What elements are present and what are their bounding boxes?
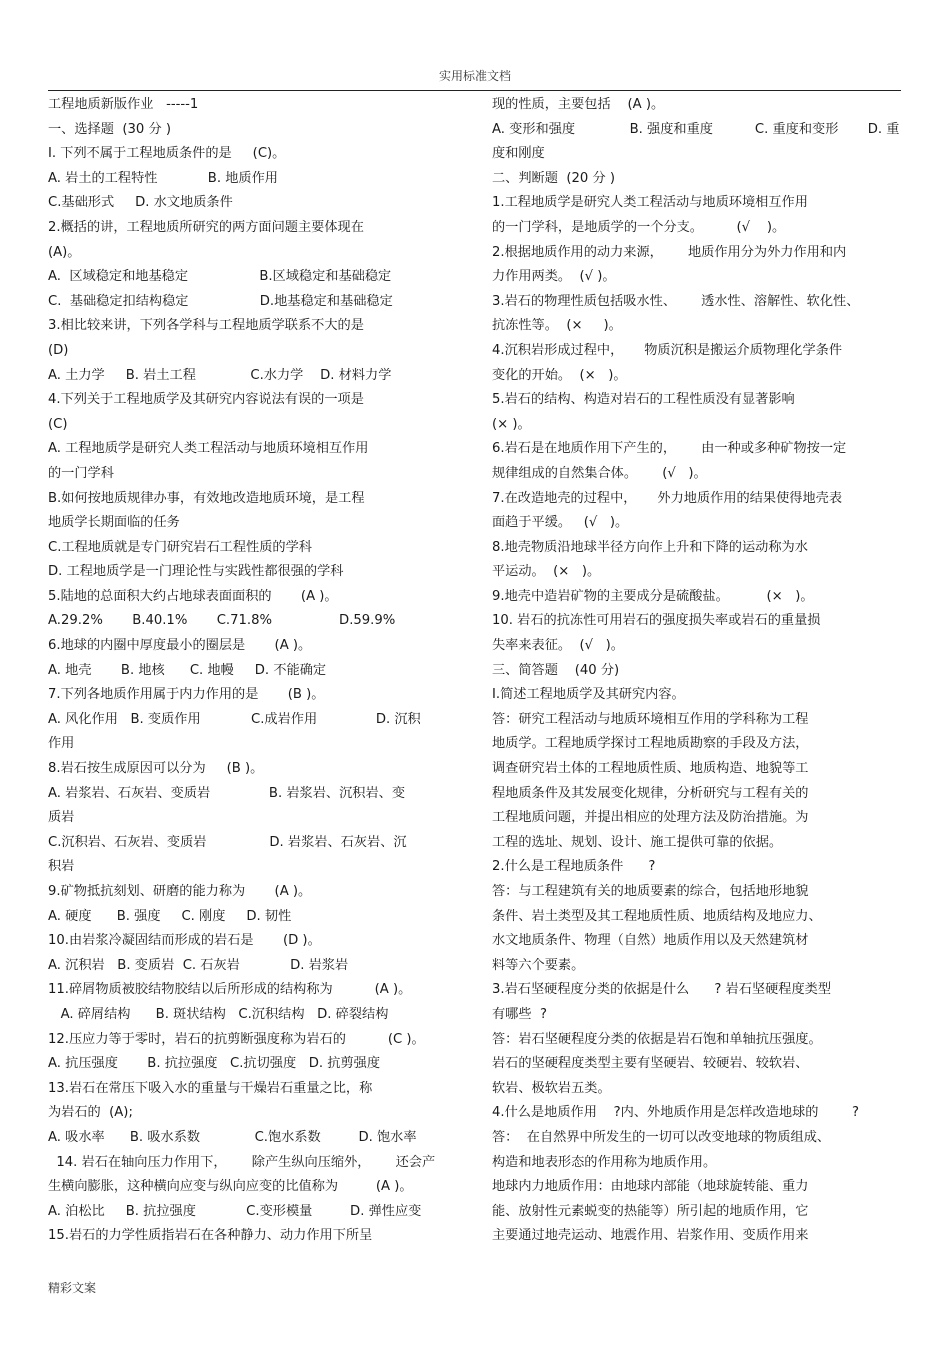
- right-text-line: 规律组成的自然集合体。 (√ )。: [492, 465, 707, 481]
- left-text-line: D. 工程地质学是一门理论性与实践性都很强的学科: [48, 564, 344, 580]
- right-text-line: 调查研究岩土体的工程地质性质、地质构造、地貌等工: [492, 761, 809, 777]
- left-text-line: 作用: [48, 736, 75, 752]
- left-text-line: C.沉积岩、石灰岩、变质岩 D. 岩浆岩、石灰岩、沉: [48, 834, 407, 850]
- left-text-line: A. 吸水率 B. 吸水系数 C.饱水系数 D. 饱水率: [48, 1129, 417, 1145]
- left-text-line: 质岩: [48, 810, 75, 826]
- right-text-line: 能、放射性元素蜕变的热能等）所引起的地质作用，它: [492, 1203, 809, 1219]
- left-text-line: 12.压应力等于零时，岩石的抗剪断强度称为岩石的 (C )。: [48, 1031, 425, 1047]
- left-text-line: A. 抗压强度 B. 抗拉强度 C.抗切强度 D. 抗剪强度: [48, 1056, 381, 1072]
- left-text-line: C. 基础稳定扣结构稳定 D.地基稳定和基础稳定: [48, 293, 393, 309]
- left-text-line: C.工程地质就是专门研究岩石工程性质的学科: [48, 539, 312, 555]
- right-text-line: 答：岩石坚硬程度分类的依据是岩石饱和单轴抗压强度。: [492, 1031, 822, 1047]
- left-text-line: A. 地壳 B. 地核 C. 地幔 D. 不能确定: [48, 662, 327, 678]
- right-text-line: 变化的开始。 (× )。: [492, 367, 627, 383]
- right-text-line: 程地质条件及其发展变化规律，分析研究与工程有关的: [492, 785, 809, 801]
- left-text-line: 6.地球的内圈中厚度最小的圈层是 (A )。: [48, 638, 312, 654]
- right-text-line: 4.沉积岩形成过程中， 物质沉积是搬运介质物理化学条件: [492, 342, 843, 358]
- left-text-line: A. 风化作用 B. 变质作用 C.成岩作用 D. 沉积: [48, 711, 421, 727]
- right-text-line: 度和刚度: [492, 146, 545, 162]
- header-rule: [48, 90, 901, 91]
- right-text-line: 岩石的坚硬程度类型主要有坚硬岩、较硬岩、较软岩、: [492, 1056, 809, 1072]
- left-text-line: 14. 岩石在轴向压力作用下， 除产生纵向压缩外， 还会产: [48, 1154, 436, 1170]
- right-text-line: 答：研究工程活动与地质环境相互作用的学科称为工程: [492, 711, 809, 727]
- page-header: 实用标准文档: [438, 69, 511, 83]
- right-text-line: (× )。: [492, 416, 531, 432]
- left-text-line: 积岩: [48, 859, 75, 875]
- right-text-line: 三、简答题 (40 分): [492, 662, 620, 678]
- right-text-line: 3.岩石的物理性质包括吸水性、 透水性、溶解性、软化性、: [492, 293, 860, 309]
- right-text-line: 6.岩石是在地质作用下产生的， 由一种或多种矿物按一定: [492, 441, 847, 457]
- left-text-line: 工程地质新版作业 -----1: [48, 97, 199, 112]
- right-text-line: 现的性质，主要包括 (A )。: [492, 97, 665, 112]
- right-text-line: I.简述工程地质学及其研究内容。: [492, 687, 685, 703]
- right-text-line: 软岩、极软岩五类。: [492, 1080, 611, 1096]
- left-text-line: 11.碎屑物质被胶结物胶结以后所形成的结构称为 (A )。: [48, 982, 412, 998]
- right-text-line: 失率来表征。 (√ )。: [492, 638, 624, 654]
- right-text-line: 面趋于平缓。 (√ )。: [492, 515, 629, 531]
- left-text-line: A. 硬度 B. 强度 C. 刚度 D. 韧性: [48, 908, 292, 924]
- left-text-line: A. 岩土的工程特性 B. 地质作用: [48, 170, 278, 186]
- right-text-line: 答： 在自然界中所发生的一切可以改变地球的物质组成、: [492, 1129, 831, 1145]
- left-text-line: 15.岩石的力学性质指岩石在各种静力、动力作用下所呈: [48, 1228, 373, 1244]
- left-text-line: A. 碎屑结构 B. 斑状结构 C.沉积结构 D. 碎裂结构: [48, 1006, 389, 1022]
- left-text-line: 8.岩石按生成原因可以分为 (B )。: [48, 761, 264, 777]
- left-text-line: 地质学长期面临的任务: [48, 515, 180, 531]
- left-text-line: 9.矿物抵抗刻划、研磨的能力称为 (A )。: [48, 884, 312, 899]
- left-text-line: 为岩石的 (A);: [48, 1105, 133, 1121]
- page-footer: 精彩文案: [48, 1281, 97, 1295]
- left-text-line: A. 泊松比 B. 抗拉强度 C.变形模量 D. 弹性应变: [48, 1203, 422, 1219]
- right-text-line: 构造和地表形态的作用称为地质作用。: [492, 1154, 717, 1170]
- right-text-line: 水文地质条件、物理（自然）地质作用以及天然建筑材: [492, 933, 809, 949]
- left-text-line: A. 岩浆岩、石灰岩、变质岩 B. 岩浆岩、沉积岩、变: [48, 785, 406, 801]
- left-text-line: B.如何按地质规律办事，有效地改造地质环境，是工程: [48, 490, 365, 506]
- right-text-line: 9.地壳中造岩矿物的主要成分是硫酸盐。 (× )。: [492, 588, 814, 604]
- left-text-line: 3.相比较来讲，下列各学科与工程地质学联系不大的是: [48, 318, 364, 334]
- right-text-line: 有哪些 ?: [492, 1006, 547, 1022]
- right-text-line: 力作用两类。 (√ )。: [492, 269, 616, 285]
- right-text-line: 的一门学科，是地质学的一个分支。 (√ )。: [492, 219, 786, 235]
- right-text-line: 2.根据地质作用的动力来源， 地质作用分为外力作用和内: [492, 244, 847, 260]
- left-column: [48, 93, 478, 1249]
- right-text-line: A. 变形和强度 B. 强度和重度 C. 重度和变形 D. 重: [492, 121, 900, 137]
- right-text-line: 答：与工程建筑有关的地质要素的综合，包括地形地貌: [492, 884, 809, 899]
- right-text-line: 1.工程地质学是研究人类工程活动与地质环境相互作用: [492, 195, 808, 211]
- right-text-line: 10. 岩石的抗冻性可用岩石的强度损失率或岩石的重量损: [492, 613, 821, 629]
- right-text-line: 地质学。工程地质学探讨工程地质勘察的手段及方法，: [492, 736, 809, 752]
- right-text-line: 5.岩石的结构、构造对岩石的工程性质没有显著影响: [492, 392, 795, 408]
- right-text-line: 4.什么是地质作用 ?内、外地质作用是怎样改造地球的 ?: [492, 1105, 860, 1121]
- left-text-line: 5.陆地的总面积大约占地球表面面积的 (A )。: [48, 588, 338, 604]
- left-text-line: (A)。: [48, 244, 81, 260]
- left-text-line: 7.下列各地质作用属于内力作用的是 (B )。: [48, 687, 325, 703]
- right-text-line: 工程地质问题，并提出相应的处理方法及防治措施。为: [492, 810, 809, 826]
- left-text-line: 2.概括的讲，工程地质所研究的两方面问题主要体现在: [48, 219, 364, 235]
- right-text-line: 2.什么是工程地质条件 ?: [492, 859, 656, 875]
- left-text-line: (D): [48, 342, 69, 358]
- right-text-line: 料等六个要素。: [492, 957, 585, 973]
- right-text-line: 平运动。 (× )。: [492, 564, 601, 580]
- left-text-line: 一、选择题 (30 分 ): [48, 121, 171, 137]
- left-text-line: A. 区域稳定和地基稳定 B.区域稳定和基础稳定: [48, 269, 392, 285]
- left-text-line: A.29.2% B.40.1% C.71.8% D.59.9%: [48, 613, 396, 629]
- right-text-line: 主要通过地壳运动、地震作用、岩浆作用、变质作用来: [492, 1228, 809, 1244]
- left-text-line: C.基础形式 D. 水文地质条件: [48, 195, 233, 211]
- right-column: [492, 93, 902, 1249]
- right-text-line: 7.在改造地壳的过程中， 外力地质作用的结果使得地壳表: [492, 490, 843, 506]
- left-text-line: A. 沉积岩 B. 变质岩 C. 石灰岩 D. 岩浆岩: [48, 957, 349, 973]
- right-text-line: 条件、岩土类型及其工程地质性质、地质结构及地应力、: [492, 908, 822, 924]
- right-text-line: 地球内力地质作用：由地球内部能（地球旋转能、重力: [492, 1179, 809, 1195]
- right-text-line: 8.地壳物质沿地球半径方向作上升和下降的运动称为水: [492, 539, 808, 555]
- left-text-line: I. 下列不属于工程地质条件的是 (C)。: [48, 146, 286, 162]
- right-text-line: 工程的选址、规划、设计、施工提供可靠的依据。: [492, 834, 783, 850]
- left-text-line: 13.岩石在常压下吸入水的重量与干燥岩石重量之比，称: [48, 1080, 373, 1096]
- right-text-line: 抗冻性等。 (× )。: [492, 318, 622, 334]
- left-text-line: 10.由岩浆冷凝固结而形成的岩石是 (D )。: [48, 933, 321, 949]
- left-text-line: A. 土力学 B. 岩土工程 C.水力学 D. 材料力学: [48, 367, 392, 383]
- left-text-line: (C): [48, 416, 68, 432]
- left-text-line: 生横向膨胀，这种横向应变与纵向应变的比值称为 (A )。: [48, 1179, 413, 1195]
- left-text-line: 4.下列关于工程地质学及其研究内容说法有误的一项是: [48, 392, 364, 408]
- right-text-line: 3.岩石坚硬程度分类的依据是什么 ? 岩石坚硬程度类型: [492, 982, 832, 998]
- right-text-line: 二、判断题 (20 分 ): [492, 170, 615, 186]
- left-text-line: 的一门学科: [48, 465, 114, 481]
- left-text-line: A. 工程地质学是研究人类工程活动与地质环境相互作用: [48, 441, 369, 457]
